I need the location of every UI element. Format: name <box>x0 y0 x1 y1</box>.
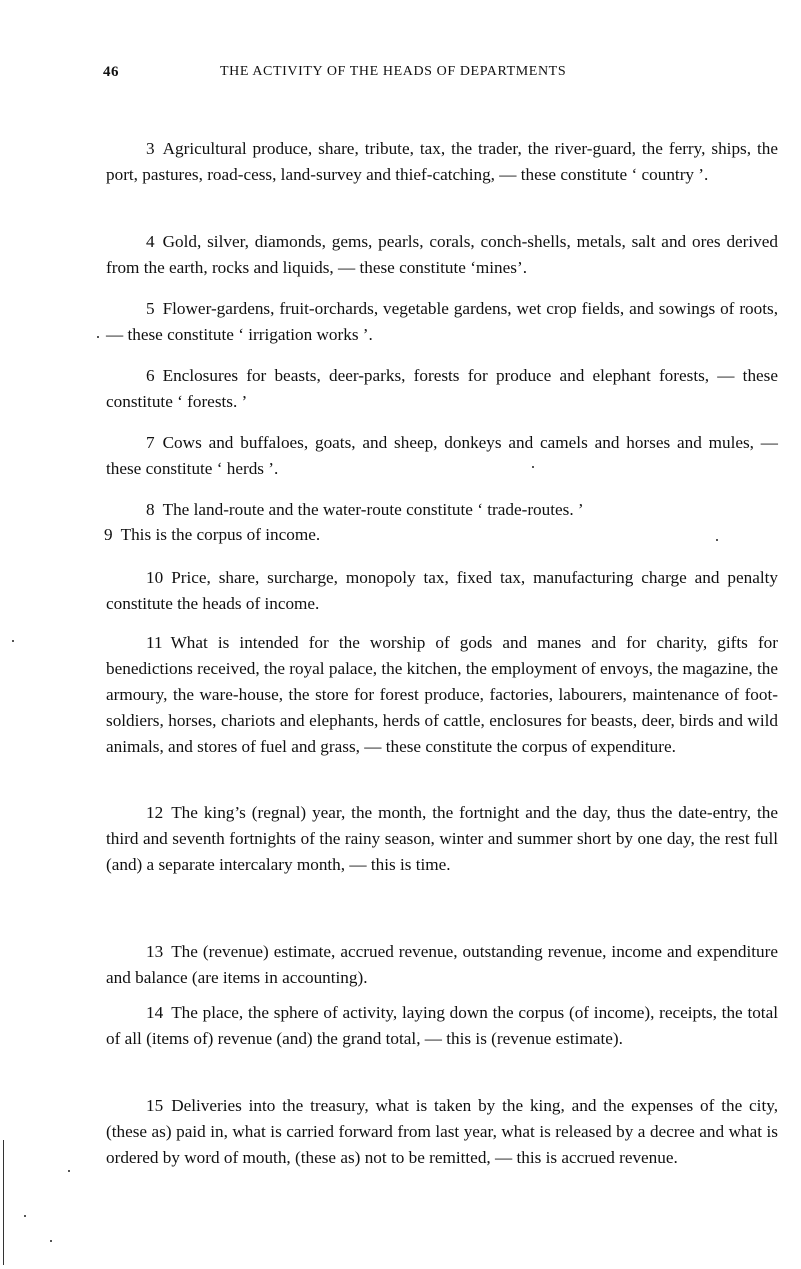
paragraph-text: Flower-gardens, fruit-orchards, vegetable gardens, wet crop fields, and sowings of roots, — these constitute ‘ irrigation works ’. <box>106 299 778 344</box>
paragraph-8 <box>106 497 778 523</box>
paragraph-number: 6 <box>146 366 155 385</box>
paragraph-3 <box>106 136 778 188</box>
paragraph-10 <box>106 565 778 617</box>
paragraph-number: 5 <box>146 299 155 318</box>
paragraph-7 <box>106 430 778 482</box>
scan-speck <box>532 466 534 468</box>
paragraph-text: The land-route and the water-route constitute ‘ trade-routes. ’ <box>162 500 584 519</box>
running-title: THE ACTIVITY OF THE HEADS OF DEPARTMENTS <box>220 64 567 79</box>
paragraph-number: 8 <box>146 500 155 519</box>
scan-speck <box>24 1215 26 1217</box>
paragraph-6 <box>106 363 778 415</box>
paragraph-number: 9 <box>104 525 113 544</box>
paragraph-number: 3 <box>146 139 155 158</box>
paragraph-number: 11 <box>146 633 163 652</box>
paragraph-14 <box>106 1000 778 1052</box>
page-header <box>103 64 683 88</box>
paragraph-text: Gold, silver, diamonds, gems, pearls, corals, conch-shells, metals, salt and ores derived from the earth, rocks and liquids, — these constitute ‘mines’. <box>106 232 778 277</box>
page-number: 46 <box>103 64 119 80</box>
paragraph-11 <box>106 630 778 760</box>
paragraph-text: Deliveries into the treasury, what is taken by the king, and the expenses of the city, (these as) paid in, what is carried forward from last year, what is released by a decree and what is ordered by word of mouth, (these as) not to be remitted, — this is accrued revenue. <box>106 1096 778 1167</box>
paragraph-number: 13 <box>146 942 164 961</box>
paragraph-text: Cows and buffaloes, goats, and sheep, donkeys and camels and horses and mules, — these constitute ‘ herds ’. <box>106 433 778 478</box>
paragraph-number: 7 <box>146 433 155 452</box>
scan-margin-line <box>3 1140 4 1265</box>
paragraph-number: 15 <box>146 1096 164 1115</box>
paragraph-text: The place, the sphere of activity, laying down the corpus (of income), receipts, the total of all (items of) revenue (and) the grand total, — this is (revenue estimate). <box>106 1003 778 1048</box>
paragraph-text: The (revenue) estimate, accrued revenue, outstanding revenue, income and expenditure and balance (are items in accounting). <box>106 942 778 987</box>
scan-speck <box>12 640 14 642</box>
scan-speck <box>50 1240 52 1242</box>
paragraph-number: 10 <box>146 568 164 587</box>
paragraph-13 <box>106 939 778 991</box>
scan-speck <box>97 336 99 338</box>
paragraph-text: Enclosures for beasts, deer-parks, forests for produce and elephant forests, — these constitute ‘ forests. ’ <box>106 366 778 411</box>
paragraph-number: 4 <box>146 232 155 251</box>
paragraph-text: What is intended for the worship of gods and manes and for charity, gifts for benedictions received, the royal palace, the kitchen, the employment of envoys, the magazine, the armoury, the ware-house, the store for forest produce, factories, labourers, maintenance of foot-soldiers, horses, chariots and elephants, herds of cattle, enclosures for beasts, deer, birds and wild animals, and stores of fuel and grass, — these constitute the corpus of expenditure. <box>106 633 778 756</box>
paragraph-text: Agricultural produce, share, tribute, tax, the trader, the river-guard, the ferry, ships, the port, pastures, road-cess, land-survey and thief-catching, — these constitute ‘ country ’. <box>106 139 778 184</box>
paragraph-4 <box>106 229 778 281</box>
paragraph-9 <box>104 522 776 548</box>
paragraph-text: The king’s (regnal) year, the month, the fortnight and the day, thus the date-entry, the third and seventh fortnights of the rainy season, winter and summer short by one day, the rest full (and) a separate intercalary month, — this is time. <box>106 803 778 874</box>
paragraph-12 <box>106 800 778 878</box>
scan-speck <box>716 539 718 541</box>
scan-speck <box>68 1170 70 1172</box>
paragraph-number: 12 <box>146 803 164 822</box>
paragraph-text: Price, share, surcharge, monopoly tax, fixed tax, manufacturing charge and penalty constitute the heads of income. <box>106 568 778 613</box>
paragraph-number: 14 <box>146 1003 164 1022</box>
paragraph-5 <box>106 296 778 348</box>
paragraph-15 <box>106 1093 778 1171</box>
paragraph-text: This is the corpus of income. <box>120 525 321 544</box>
